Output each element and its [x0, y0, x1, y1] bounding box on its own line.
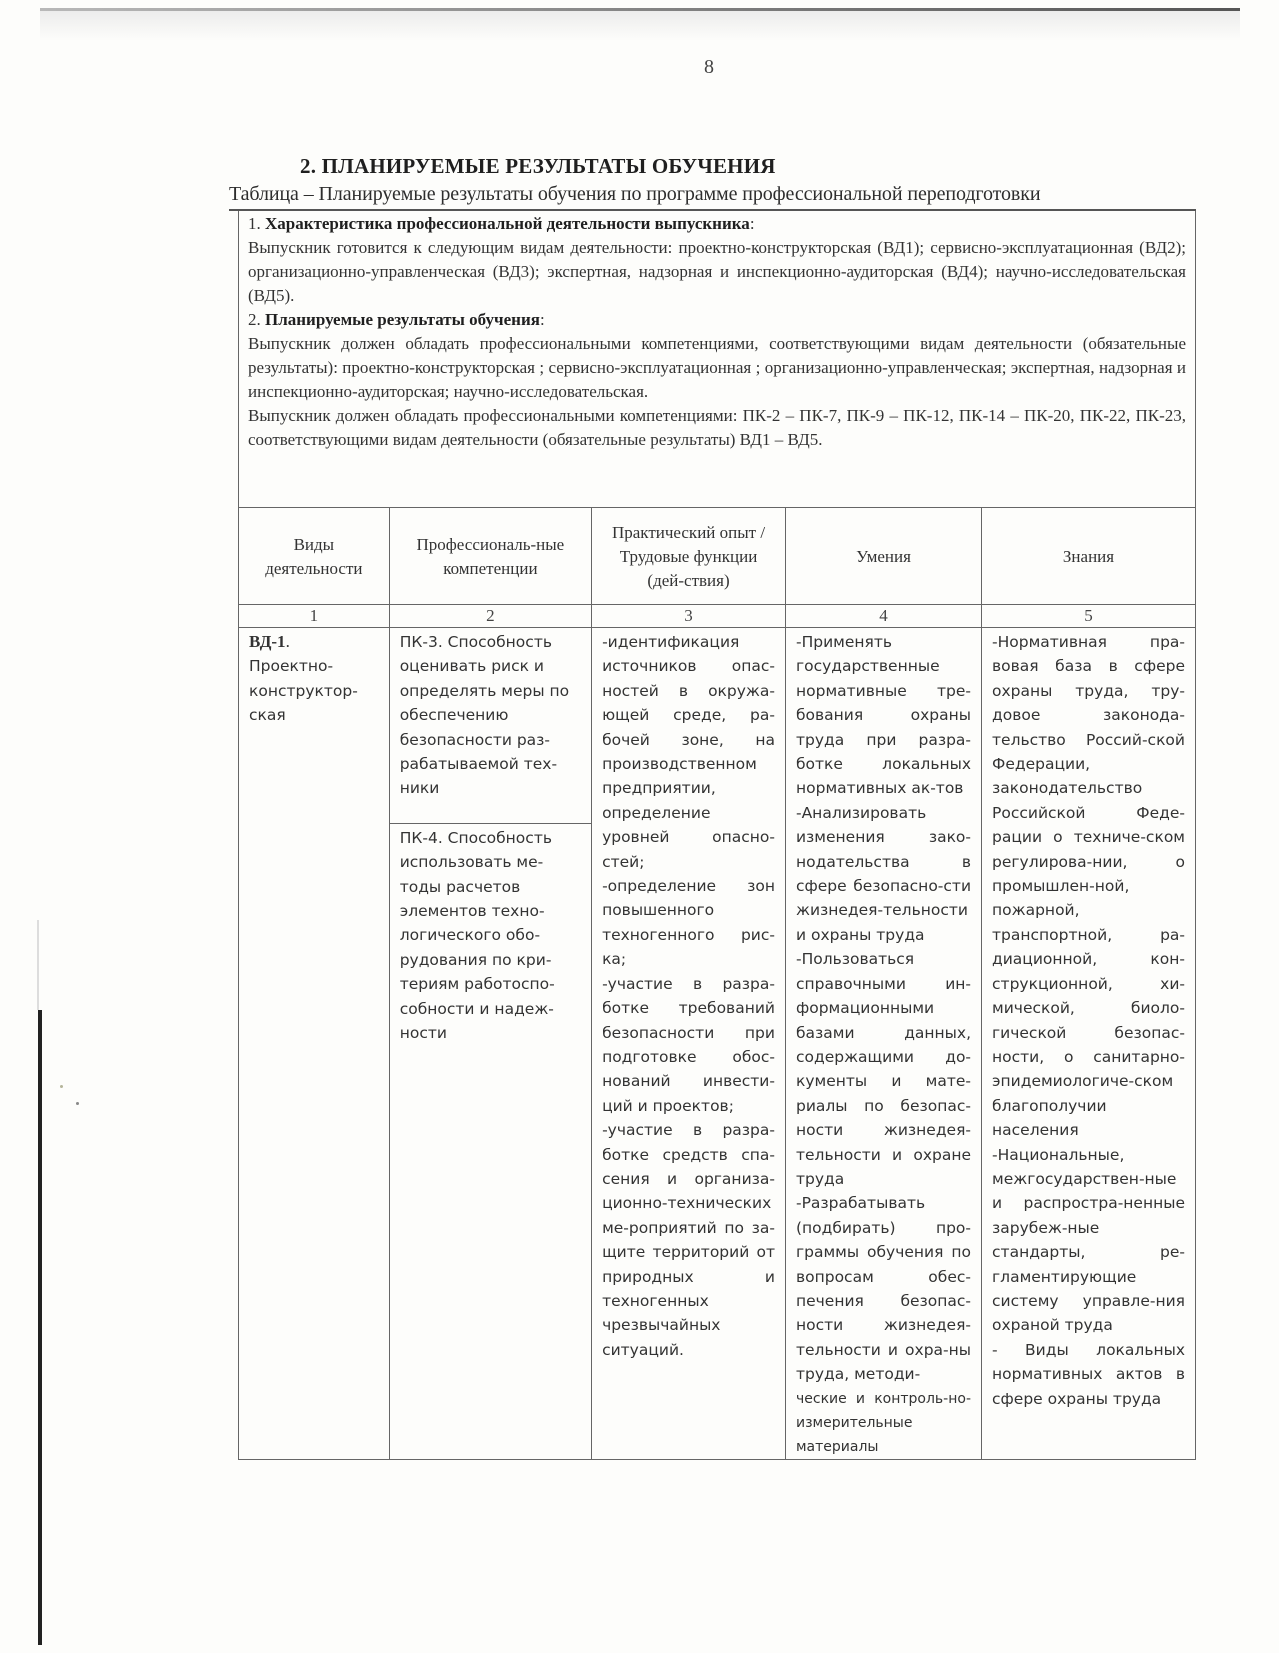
table-row: [239, 628, 1196, 1460]
column-number: 5: [982, 605, 1196, 628]
practical-item: -определение зон повышенного техногенного рис-ка;: [602, 877, 775, 969]
intro-paragraph-1: Выпускник готовится к следующим видам деятельности: проектно-конструкторская (ВД1); сервисно-эксплуатационная (ВД2); организационно-управленческая (ВД3); экспертная, надзорная и инспекционно-аудиторская (ВД4); научно-исследовательская (ВД5).: [248, 238, 1186, 305]
column-number: 4: [785, 605, 981, 628]
knowledge-item: -Нормативная пра-вовая база в сфере охраны труда, тру-довое законода-тельство Россий-ской Федерации, законодательство Российской Феде-рации о техниче-ском регулирова-нии, о промышлен-ной, пожарной, транспортной, ра-диационной, кон-струкционной, хи-мической, биоло-гической безопас-ности, о санитарно-эпидемиологиче-ском благополучии населения: [992, 633, 1185, 1140]
header-competencies: Профессиональ-ные компетенции: [389, 508, 591, 605]
practical-item: -идентификация источников опас-ностей в окружа-ющей среде, ра-бочей зоне, на производственном предприятии, определение уровней опасно-стей;: [602, 633, 775, 871]
results-table: [238, 507, 1196, 1460]
intro-paragraph-1-heading: [248, 212, 1186, 236]
scan-shadow: [40, 11, 1240, 41]
header-skills: Умения: [785, 508, 981, 605]
competency-item: ПК-4. Способность использовать ме-тоды расчетов элементов техно-логического обо-рудования по кри-териям работоспо-собности и надеж-ности: [399, 828, 555, 1043]
practical-experience-cell: [592, 628, 786, 1460]
column-number: 1: [239, 605, 390, 628]
intro-p1-colon: :: [749, 214, 755, 233]
column-number: 3: [592, 605, 786, 628]
scan-left-edge-faint: [37, 920, 39, 1010]
intro-p1-heading: Характеристика профессиональной деятельности выпускника: [265, 214, 750, 233]
column-number-row: [239, 605, 1196, 628]
intro-p1-number: 1.: [248, 214, 265, 233]
competencies-cell: [389, 628, 591, 1460]
intro-p2-heading: Планируемые результаты обучения: [265, 310, 540, 329]
header-practical-experience: Практический опыт / Трудовые функции (дей-ствия): [592, 508, 786, 605]
scan-speck: [76, 1102, 79, 1105]
practical-item: -участие в разра-ботке требований безопасности при подготовке обос-нований инвести-ций и проектов;: [602, 974, 775, 1115]
skill-item: -Разрабатывать (подбирать) про-граммы обучения по вопросам обес-печения безопас-ности жизнедея-тельности и охра-ны труда, методи-: [795, 1194, 972, 1384]
intro-paragraph-2-heading: [248, 308, 1186, 332]
header-activity: Виды деятельности: [239, 508, 390, 605]
page-number: 8: [704, 56, 714, 78]
knowledge-item: - Виды локальных нормативных актов в сфере охраны труда: [992, 1340, 1185, 1408]
skill-item-continuation: ческие и контроль-но-измерительные материалы: [795, 1390, 972, 1455]
intro-p2-number: 2.: [248, 310, 265, 329]
intro-paragraph-2a: Выпускник должен обладать профессиональными компетенциями, соответствующими видам деятельности (обязательные результаты): проектно-конструкторская ; сервисно-эксплуатационная ; организационно-управленческая; экспертная, надзорная и инспекционно-аудиторская; научно-исследовательская.: [248, 334, 1186, 401]
skill-item: -Применять государственные нормативные тре-бования охраны труда при разра-ботке локальных нормативных ак-тов: [795, 633, 972, 798]
activity-code-dot: .: [285, 632, 290, 651]
scan-left-edge: [38, 1010, 42, 1645]
section-title: 2. ПЛАНИРУЕМЫЕ РЕЗУЛЬТАТЫ ОБУЧЕНИЯ: [300, 154, 776, 178]
table-caption: Таблица – Планируемые результаты обучения по программе профессиональной переподготовки: [229, 183, 1041, 205]
skill-item: -Пользоваться справочными ин-формационными базами данных, содержащими до-кументы и мате-риалы по безопас-ности жизнедея-тельности и охране труда: [795, 950, 972, 1188]
column-number: 2: [389, 605, 591, 628]
practical-item: -участие в разра-ботке средств спа-сения и организа-ционно-технических ме-роприятий по за-щите территорий от природных и техногенных чрезвычайных ситуаций.: [602, 1121, 775, 1359]
skills-cell: [785, 628, 981, 1460]
knowledge-item: -Национальные, межгосударствен-ные и распростра-ненные зарубеж-ные стандарты, ре-гламентирующие систему управле-ния охраной труда: [992, 1145, 1185, 1335]
table-header-row: [239, 508, 1196, 605]
scan-speck: [60, 1085, 63, 1088]
intro-text: [248, 212, 1186, 452]
activity-name: Проектно-конструктор-ская: [249, 657, 358, 725]
activity-cell: [239, 628, 390, 1460]
competency-item: ПК-3. Способность оценивать риск и определять меры по обеспечению безопасности раз-рабатываемой тех-ники: [399, 633, 570, 798]
activity-code: ВД-1: [249, 632, 286, 651]
intro-p2-colon: :: [539, 310, 545, 329]
header-knowledge: Знания: [982, 508, 1196, 605]
activity-code-line: [249, 630, 379, 654]
skill-item: -Анализировать изменения зако-нодательства в сфере безопасно-сти жизнедея-тельности и охраны труда: [795, 803, 972, 944]
knowledge-cell: [982, 628, 1196, 1460]
intro-paragraph-2b: Выпускник должен обладать профессиональными компетенциями: ПК-2 – ПК-7, ПК-9 – ПК-12, ПК-14 – ПК-20, ПК-22, ПК-23, соответствующими видам деятельности (обязательные результаты) ВД1 – ВД5.: [248, 406, 1186, 449]
